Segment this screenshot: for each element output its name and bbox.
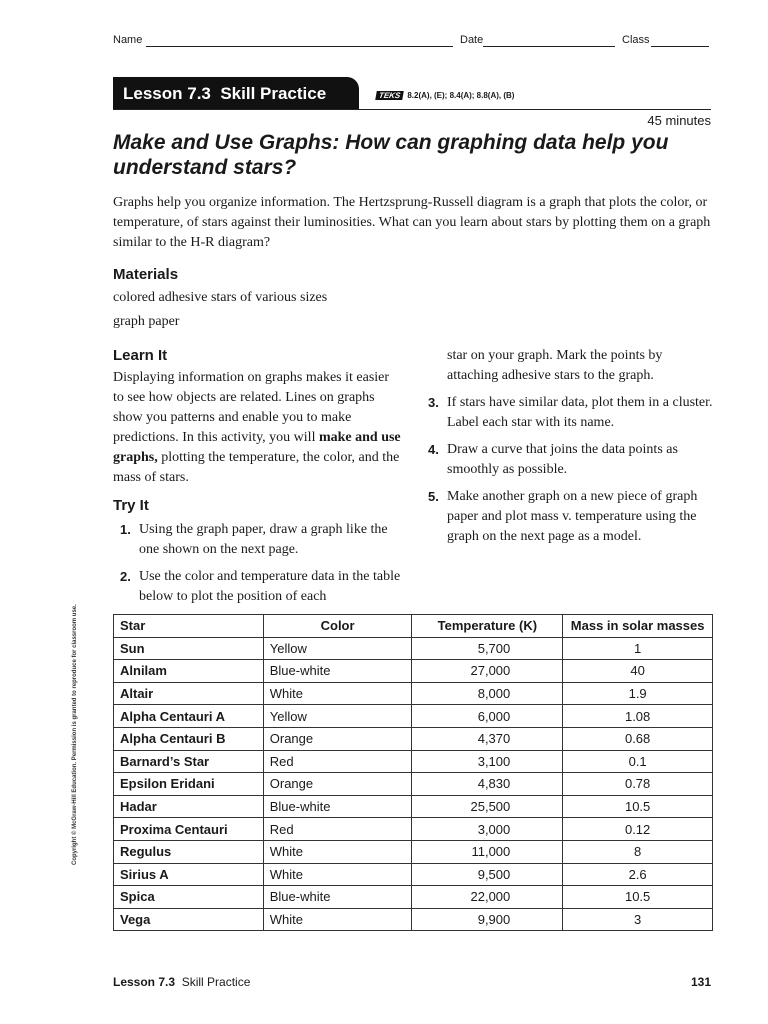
cell-color: Blue-white (263, 660, 412, 683)
cell-temperature: 4,830 (412, 773, 563, 796)
cell-temperature: 4,370 (412, 727, 563, 750)
table-row (114, 818, 713, 841)
cell-star: Alpha Centauri A (114, 705, 264, 728)
copyright-notice: Copyright © McGraw-Hill Education. Permission is granted to reproduce for classroom use. (72, 604, 78, 865)
step-number: 4. (428, 442, 439, 457)
date-field[interactable] (483, 46, 615, 47)
cell-color: White (263, 840, 412, 863)
cell-star: Altair (114, 682, 264, 705)
learn-text: Displaying information on graphs makes it easier to see how objects are related. Lines on graphs show you patterns and enable you to make predictions. In this activity, you will (113, 370, 390, 445)
cell-star: Regulus (114, 840, 264, 863)
material-item: colored adhesive stars of various sizes (113, 290, 328, 305)
teks-codes: 8.2(A), (E); 8.4(A); 8.8(A), (B) (407, 91, 515, 100)
cell-mass: 1 (563, 637, 713, 660)
step-item (421, 393, 713, 433)
step-text: Draw a curve that joins the data points as smoothly as possible. (447, 442, 678, 477)
table-row (114, 660, 713, 683)
table-row (114, 795, 713, 818)
teks-standards (376, 91, 514, 100)
cell-mass: 10.5 (563, 795, 713, 818)
cell-color: Red (263, 818, 412, 841)
lesson-number: Lesson 7.3 (123, 84, 211, 103)
cell-color: White (263, 863, 412, 886)
cell-star: Alpha Centauri B (114, 727, 264, 750)
step-item (421, 440, 713, 480)
material-item: graph paper (113, 314, 180, 329)
learn-bold-term: make and use graphs, (113, 430, 401, 465)
lesson-banner (113, 77, 359, 110)
cell-color: Blue-white (263, 886, 412, 909)
table-row (114, 773, 713, 796)
table-row (114, 705, 713, 728)
cell-color: Orange (263, 773, 412, 796)
lesson-type: Skill Practice (220, 84, 327, 103)
table-row (114, 886, 713, 909)
cell-star: Epsilon Eridani (114, 773, 264, 796)
step-continuation (421, 346, 713, 386)
cell-color: Blue-white (263, 795, 412, 818)
cell-temperature: 9,500 (412, 863, 563, 886)
cell-star: Sirius A (114, 863, 264, 886)
cell-temperature: 22,000 (412, 886, 563, 909)
cell-star: Spica (114, 886, 264, 909)
cell-temperature: 3,000 (412, 818, 563, 841)
footer-label: Skill Practice (181, 975, 251, 989)
step-text: star on your graph. Mark the points by attaching adhesive stars to the graph. (447, 348, 663, 383)
materials-heading: Materials (113, 266, 179, 283)
intro-paragraph: Graphs help you organize information. The Hertzsprung-Russell diagram is a graph that plots the color, or temperature, of stars against their luminosities. What can you learn about stars by plotting them on a graph similar to the H-R diagram? (113, 195, 711, 250)
cell-star: Sun (114, 637, 264, 660)
cell-temperature: 5,700 (412, 637, 563, 660)
cell-color: Orange (263, 727, 412, 750)
cell-mass: 2.6 (563, 863, 713, 886)
name-field[interactable] (146, 46, 453, 47)
cell-color: White (263, 682, 412, 705)
step-item (113, 567, 405, 607)
footer-lesson: Lesson 7.3 (113, 975, 176, 989)
page-title: Make and Use Graphs: How can graphing data help you understand stars? (113, 131, 669, 179)
table-header-row (114, 615, 713, 638)
cell-mass: 0.78 (563, 773, 713, 796)
cell-mass: 0.12 (563, 818, 713, 841)
cell-temperature: 25,500 (412, 795, 563, 818)
cell-star: Alnilam (114, 660, 264, 683)
cell-color: White (263, 908, 412, 931)
learn-it-heading: Learn It (113, 347, 168, 364)
step-item (421, 487, 713, 547)
page-footer (113, 975, 711, 989)
step-number: 5. (428, 489, 439, 504)
teks-tag: TEKS (375, 91, 404, 100)
step-number: 1. (120, 522, 131, 537)
cell-temperature: 3,100 (412, 750, 563, 773)
cell-mass: 1.08 (563, 705, 713, 728)
step-item (113, 520, 405, 560)
cell-star: Hadar (114, 795, 264, 818)
step-text: Use the color and temperature data in the table below to plot the position of each (139, 569, 401, 604)
date-label: Date (460, 34, 484, 46)
cell-temperature: 8,000 (412, 682, 563, 705)
name-label: Name (113, 34, 143, 46)
table-row (114, 908, 713, 931)
cell-star: Vega (114, 908, 264, 931)
cell-mass: 1.9 (563, 682, 713, 705)
cell-temperature: 6,000 (412, 705, 563, 728)
cell-mass: 8 (563, 840, 713, 863)
time-estimate: 45 minutes (647, 113, 711, 128)
cell-mass: 0.68 (563, 727, 713, 750)
page-number: 131 (690, 975, 711, 989)
class-label: Class (622, 34, 650, 46)
table-row (114, 863, 713, 886)
cell-star: Proxima Centauri (114, 818, 264, 841)
table-row (114, 637, 713, 660)
try-it-heading: Try It (113, 497, 149, 514)
header-rule (113, 109, 711, 110)
step-text: If stars have similar data, plot them in a cluster. Label each star with its name. (447, 395, 713, 430)
cell-temperature: 27,000 (412, 660, 563, 683)
cell-mass: 10.5 (563, 886, 713, 909)
learn-text-end: plotting the temperature, the color, and the mass of stars. (113, 450, 400, 485)
steps-left-column (113, 520, 405, 607)
column-header-star: Star (114, 615, 264, 638)
cell-star: Barnard’s Star (114, 750, 264, 773)
cell-mass: 3 (563, 908, 713, 931)
column-header-temperature: Temperature (K) (412, 615, 563, 638)
steps-right-column (421, 346, 713, 547)
cell-mass: 0.1 (563, 750, 713, 773)
column-header-color: Color (263, 615, 412, 638)
column-header-mass: Mass in solar masses (563, 615, 713, 638)
learn-it-paragraph (113, 368, 403, 488)
class-field[interactable] (651, 46, 709, 47)
step-text: Using the graph paper, draw a graph like the one shown on the next page. (139, 522, 388, 557)
table-row (114, 682, 713, 705)
cell-mass: 40 (563, 660, 713, 683)
table-row (114, 750, 713, 773)
cell-color: Yellow (263, 705, 412, 728)
student-info-header (113, 34, 711, 50)
table-row (114, 727, 713, 750)
step-number: 3. (428, 395, 439, 410)
cell-temperature: 9,900 (412, 908, 563, 931)
step-text: Make another graph on a new piece of graph paper and plot mass v. temperature using the graph on the next page as a model. (447, 489, 698, 544)
cell-temperature: 11,000 (412, 840, 563, 863)
step-number: 2. (120, 569, 131, 584)
cell-color: Red (263, 750, 412, 773)
table-row (114, 840, 713, 863)
cell-color: Yellow (263, 637, 412, 660)
star-data-table (113, 614, 713, 931)
